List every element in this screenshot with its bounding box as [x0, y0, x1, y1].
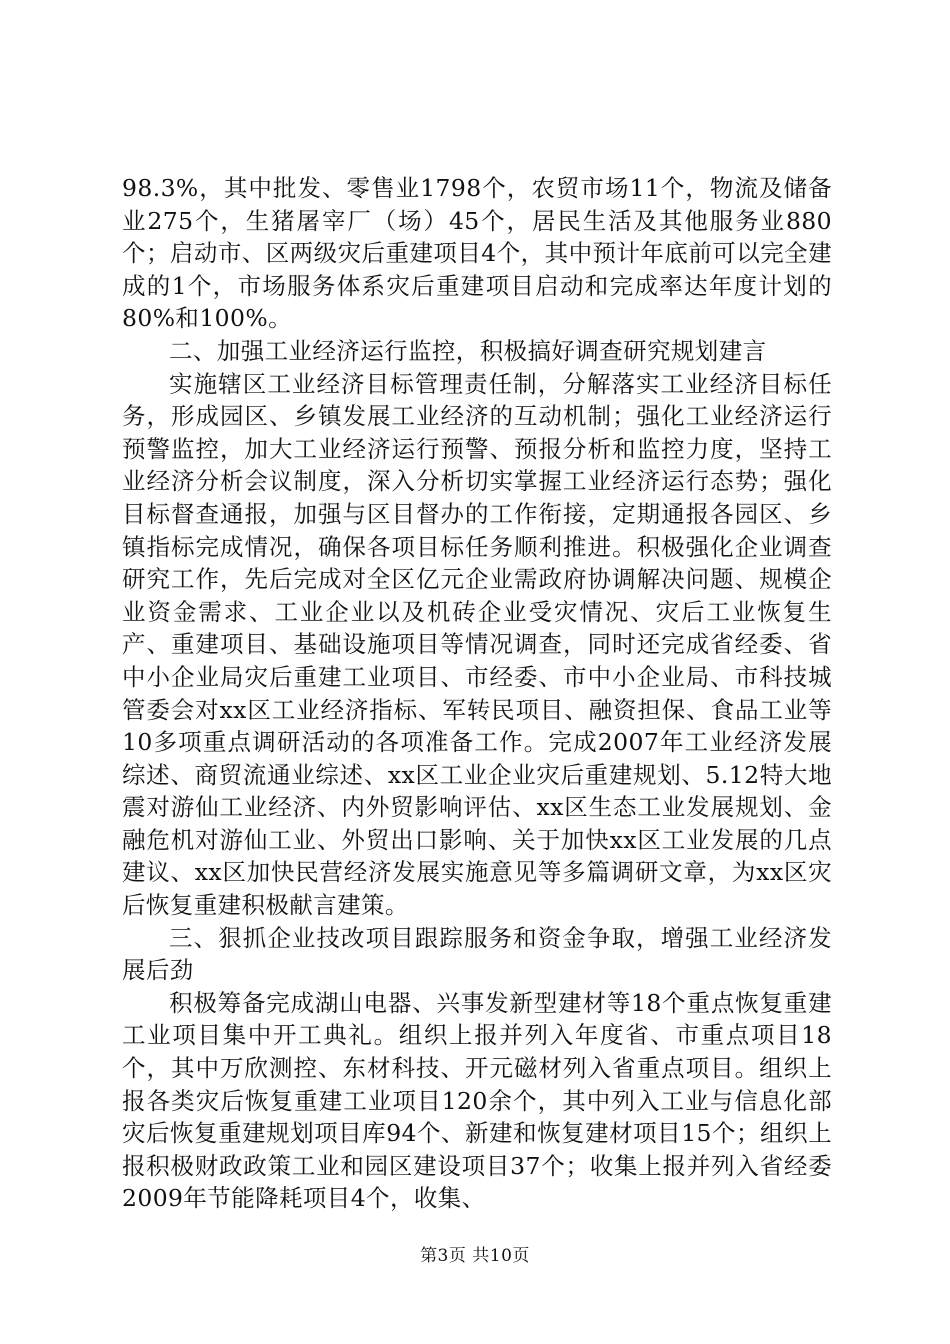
section-heading-2: 二、加强工业经济运行监控，积极搞好调查研究规划建言 — [169, 336, 767, 365]
document-body — [122, 172, 832, 1215]
paragraph-industrial-monitoring: 实施辖区工业经济目标管理责任制，分解落实工业经济目标任务，形成园区、乡镇发展工业经济的互动机制；强化工业经济运行预警监控，加大工业经济运行预警、预报分析和监控力度，坚持工业经济分析会议制度，深入分析切实掌握工业经济运行态势；强化目标督查通报，加强与区目督办的工作衔接，定期通报各园区、乡镇指标完成情况，确保各项目标任务顺利推进。积极强化企业调查研究工作，先后完成对全区亿元企业需政府协调解决问题、规模企业资金需求、工业企业以及机砖企业受灾情况、灾后工业恢复生产、重建项目、基础设施项目等情况调查，同时还完成省经委、省中小企业局灾后重建工业项目、市经委、市中小企业局、市科技城管委会对xx区工业经济指标、军转民项目、融资担保、食品工业等10多项重点调研活动的各项准备工作。完成2007年工业经济发展综述、商贸流通业综述、xx区工业企业灾后重建规划、5.12特大地震对游仙工业经济、内外贸影响评估、xx区生态工业发展规划、金融危机对游仙工业、外贸出口影响、关于加快xx区工业发展的几点建议、xx区加快民营经济发展实施意见等多篇调研文章，为xx区灾后恢复重建积极献言建策。 — [122, 369, 832, 920]
page-number-footer: 第3页 共10页 — [420, 1246, 530, 1266]
paragraph-continuation: 98.3%，其中批发、零售业1798个，农贸市场11个，物流及储备业275个，生猪屠宰厂（场）45个，居民生活及其他服务业880个；启动市、区两级灾后重建项目4个，其中预计年底前可以完全建成的1个，市场服务体系灾后重建项目启动和完成率达年度计划的80%和100%。 — [122, 174, 832, 333]
section-heading-3: 三、狠抓企业技改项目跟踪服务和资金争取，增强工业经济发展后劲 — [122, 923, 832, 985]
paragraph-project-service: 积极筹备完成湖山电器、兴事发新型建材等18个重点恢复重建工业项目集中开工典礼。组织上报并列入年度省、市重点项目18个，其中万欣测控、东材科技、开元磁材列入省重点项目。组织上报各类灾后恢复重建工业项目120余个，其中列入工业与信息化部灾后恢复重建规划项目库94个、新建和恢复建材项目15个；组织上报积极财政政策工业和园区建设项目37个；收集上报并列入省经委2009年节能降耗项目4个，收集、 — [122, 988, 832, 1213]
